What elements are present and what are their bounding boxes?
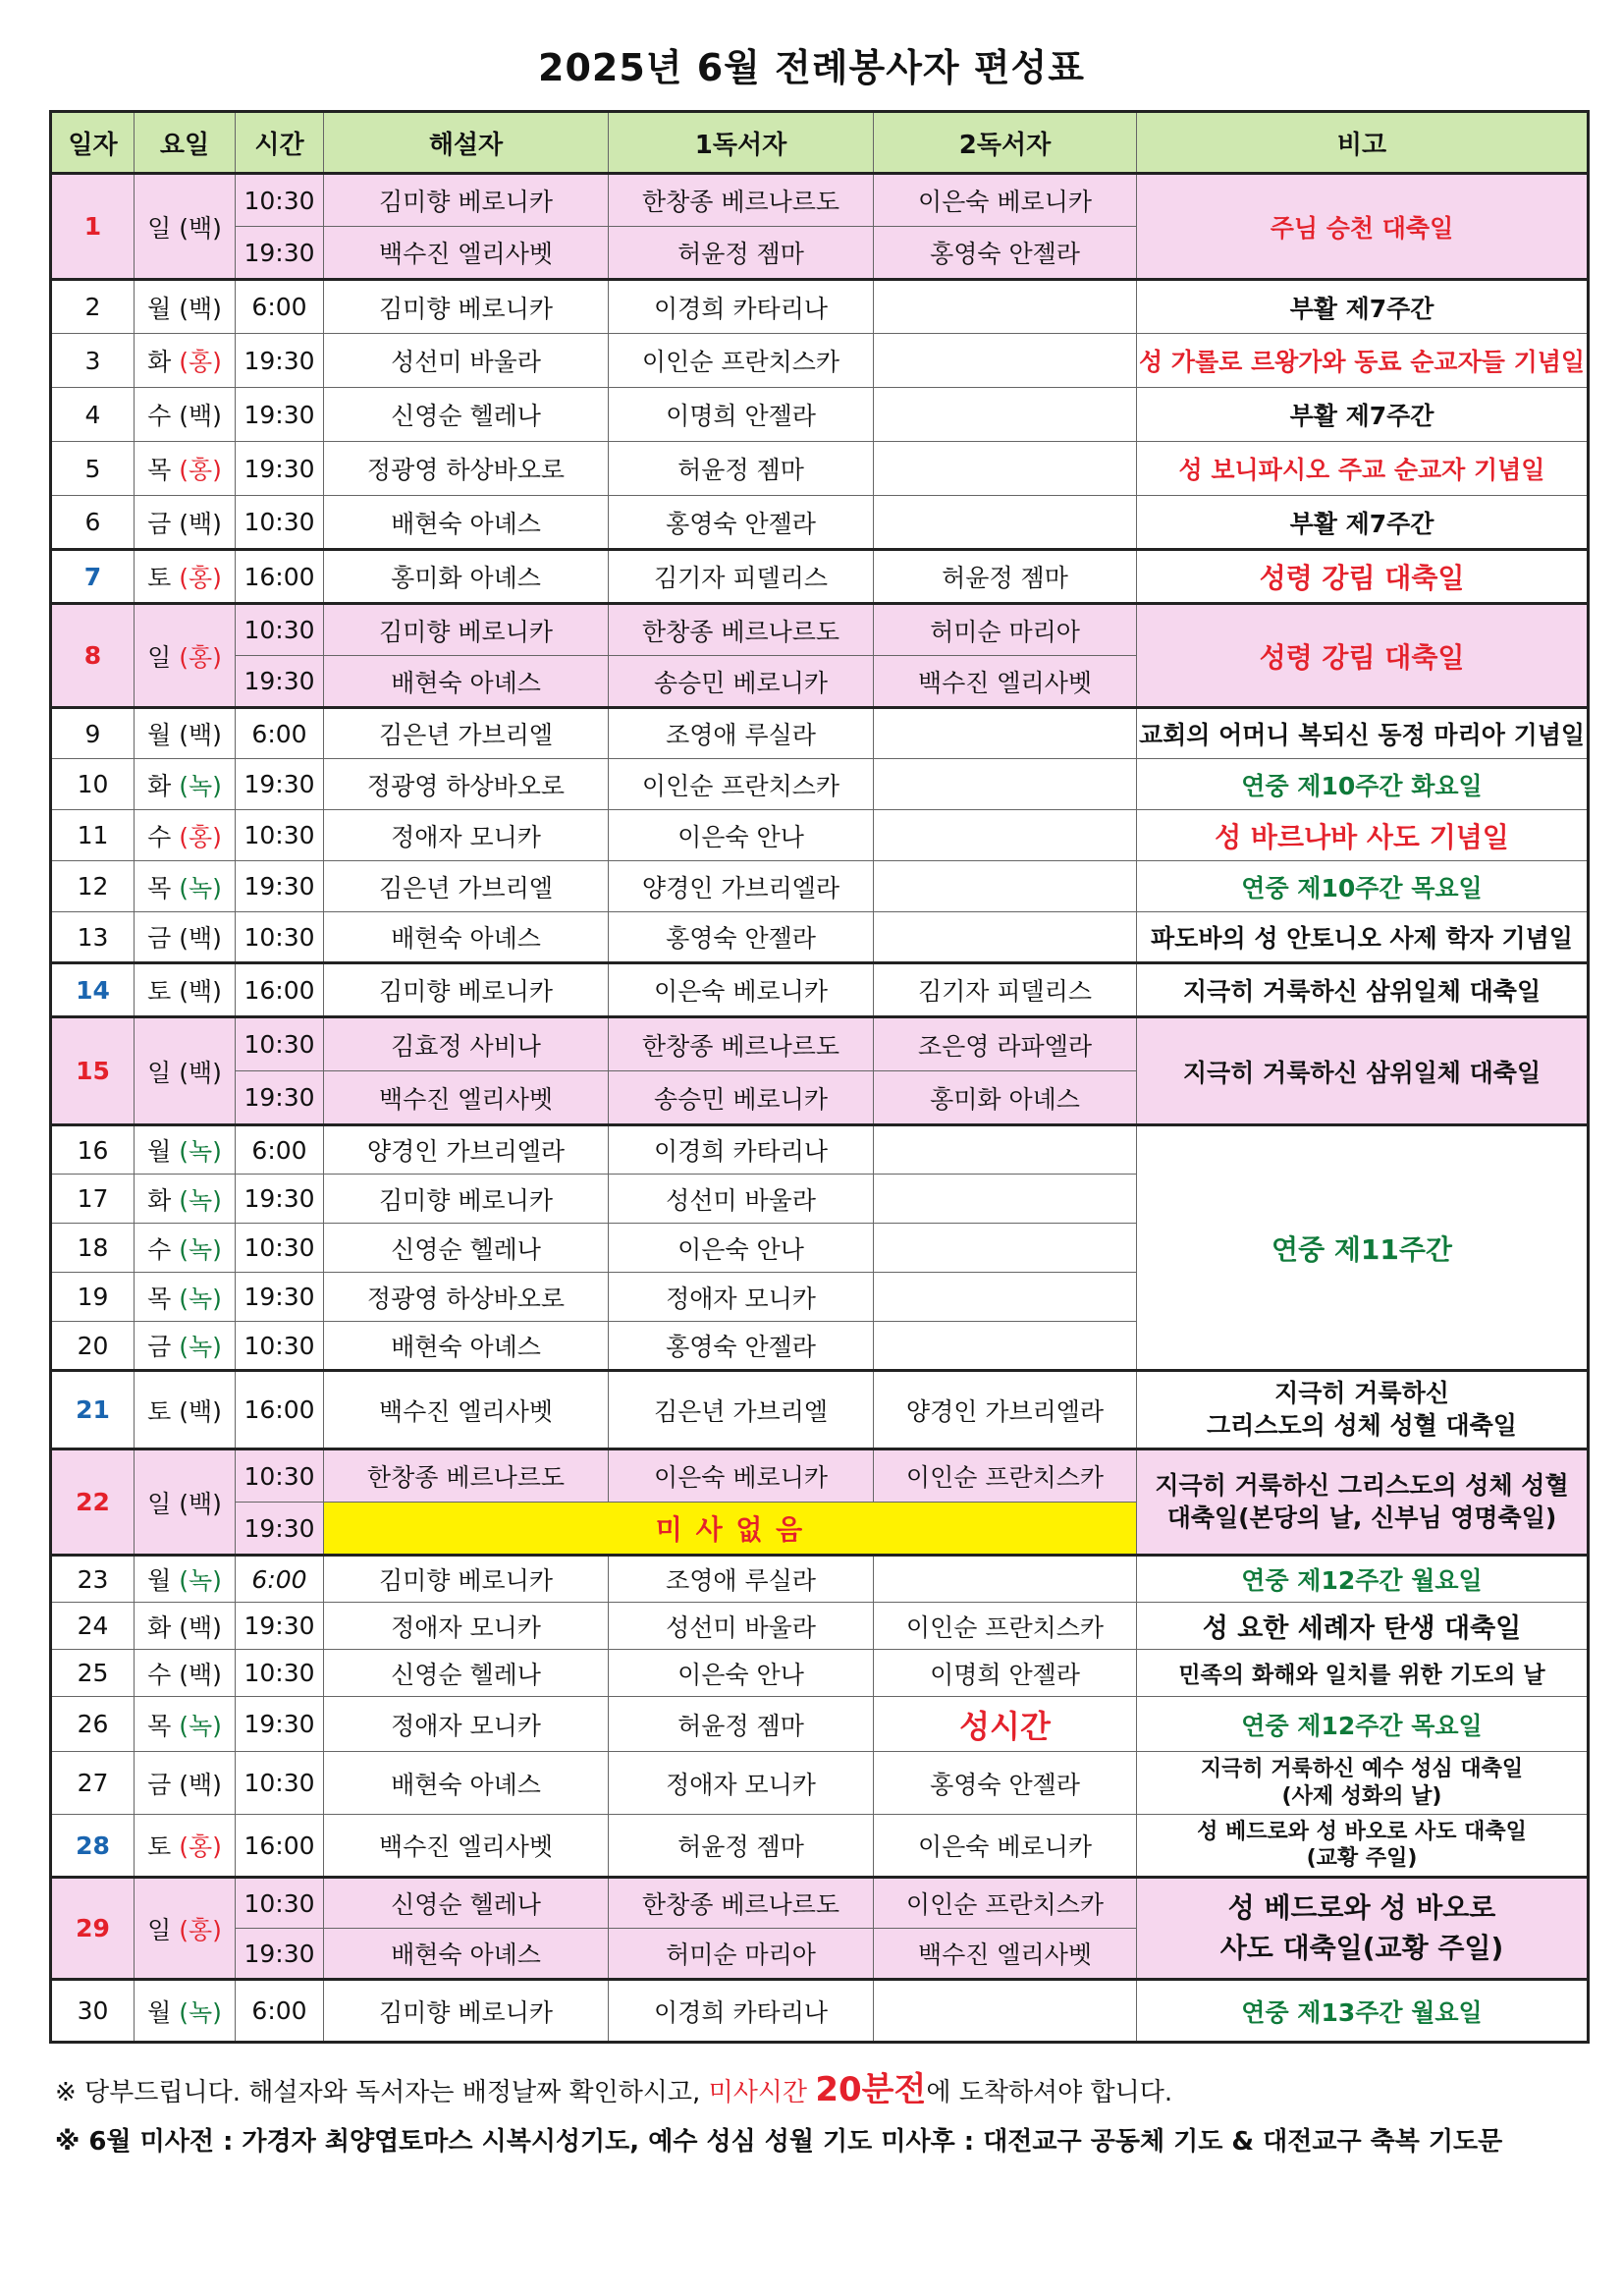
reader2-cell [874,1125,1137,1175]
reader2-cell: 허미순 마리아 [874,604,1137,656]
reader2-cell [874,1224,1137,1273]
header-date: 일자 [51,112,135,174]
table-row [51,388,1589,442]
reader1-cell: 이명희 안젤라 [609,388,874,442]
reader1-cell: 홍영숙 안젤라 [609,1322,874,1371]
date-cell: 26 [51,1697,135,1752]
time-cell: 6:00 [236,1556,324,1603]
reader1-cell: 조영애 루실라 [609,708,874,759]
reader2-cell: 홍미화 아녜스 [874,1071,1137,1125]
weekday-cell: 수 (녹) [135,1224,236,1273]
time-cell: 16:00 [236,1371,324,1449]
weekday-cell: 월 (녹) [135,1980,236,2043]
note-cell: 연중 제11주간 [1137,1125,1589,1371]
commentator-cell: 신영순 헬레나 [324,388,609,442]
reader1-cell: 정애자 모니카 [609,1752,874,1815]
commentator-cell: 정광영 하상바오로 [324,442,609,496]
time-cell: 10:30 [236,1017,324,1071]
commentator-cell: 김미향 베로니카 [324,1556,609,1603]
date-cell: 13 [51,912,135,963]
reader1-cell: 허미순 마리아 [609,1929,874,1980]
note-cell: 지극히 거룩하신 예수 성심 대축일 (사제 성화의 날) [1137,1752,1589,1815]
commentator-cell: 김미향 베로니카 [324,604,609,656]
date-cell: 28 [51,1815,135,1878]
reader2-cell [874,759,1137,810]
reader2-cell [874,708,1137,759]
commentator-cell: 김은년 가브리엘 [324,708,609,759]
reader1-cell: 김은년 가브리엘 [609,1371,874,1449]
table-row [51,442,1589,496]
reader2-cell: 이명희 안젤라 [874,1650,1137,1697]
date-cell: 1 [51,174,135,280]
commentator-cell: 김미향 베로니카 [324,174,609,227]
commentator-cell: 김미향 베로니카 [324,963,609,1017]
commentator-cell: 정광영 하상바오로 [324,759,609,810]
commentator-cell: 양경인 가브리엘라 [324,1125,609,1175]
reader2-cell [874,280,1137,334]
reader2-cell [874,1980,1137,2043]
reader2-cell [874,1175,1137,1224]
table-row [51,550,1589,604]
commentator-cell: 백수진 엘리사벳 [324,1371,609,1449]
date-cell: 6 [51,496,135,550]
reader2-cell: 이인순 프란치스카 [874,1449,1137,1503]
reader1-cell: 이경희 카타리나 [609,1125,874,1175]
weekday-cell: 목 (홍) [135,442,236,496]
note-cell: 성령 강림 대축일 [1137,604,1589,708]
weekday-cell: 월 (백) [135,280,236,334]
time-cell: 10:30 [236,1878,324,1929]
note-cell: 성 가롤로 르왕가와 동료 순교자들 기념일 [1137,334,1589,388]
note-cell: 성 바르나바 사도 기념일 [1137,810,1589,861]
note-cell: 성 요한 세례자 탄생 대축일 [1137,1603,1589,1650]
time-cell: 10:30 [236,604,324,656]
table-row [51,1697,1589,1752]
time-cell: 19:30 [236,1697,324,1752]
reader2-cell: 홍영숙 안젤라 [874,1752,1137,1815]
reader1-cell: 이은숙 안나 [609,810,874,861]
commentator-cell: 한창종 베르나르도 [324,1449,609,1503]
reader1-cell: 이경희 카타리나 [609,1980,874,2043]
table-row [51,861,1589,912]
reader2-cell [874,1322,1137,1371]
time-cell: 19:30 [236,1071,324,1125]
date-cell: 27 [51,1752,135,1815]
table-row [51,759,1589,810]
weekday-cell: 월 (백) [135,708,236,759]
time-cell: 10:30 [236,1650,324,1697]
table-row [51,334,1589,388]
commentator-cell: 정애자 모니카 [324,1603,609,1650]
reader2-cell: 홍영숙 안젤라 [874,227,1137,280]
weekday-cell: 목 (녹) [135,1273,236,1322]
weekday-cell: 목 (녹) [135,1697,236,1752]
schedule-table [49,110,1590,2044]
note-cell: 부활 제7주간 [1137,496,1589,550]
note-cell: 파도바의 성 안토니오 사제 학자 기념일 [1137,912,1589,963]
weekday-cell: 수 (백) [135,1650,236,1697]
note-cell: 부활 제7주간 [1137,388,1589,442]
reader2-cell: 조은영 라파엘라 [874,1017,1137,1071]
time-cell: 16:00 [236,550,324,604]
commentator-cell: 김효정 사비나 [324,1017,609,1071]
commentator-cell: 배현숙 아녜스 [324,912,609,963]
reader1-cell: 한창종 베르나르도 [609,1878,874,1929]
weekday-cell: 일 (홍) [135,604,236,708]
reader1-cell: 이경희 카타리나 [609,280,874,334]
header-time: 시간 [236,112,324,174]
weekday-cell: 화 (백) [135,1603,236,1650]
reader2-cell [874,334,1137,388]
table-row [51,604,1589,656]
note-cell: 연중 제13주간 월요일 [1137,1980,1589,2043]
commentator-cell: 신영순 헬레나 [324,1878,609,1929]
reader1-cell: 이은숙 베로니카 [609,963,874,1017]
reader2-cell [874,388,1137,442]
reader1-cell: 성선미 바울라 [609,1603,874,1650]
reader2-cell [874,810,1137,861]
commentator-cell: 배현숙 아녜스 [324,1929,609,1980]
table-row [51,1980,1589,2043]
table-row [51,1752,1589,1815]
reader2-cell: 이인순 프란치스카 [874,1878,1137,1929]
weekday-cell: 월 (녹) [135,1125,236,1175]
note-cell: 지극히 거룩하신 그리스도의 성체 성혈 대축일(본당의 날, 신부님 영명축일) [1137,1449,1589,1556]
weekday-cell: 토 (백) [135,963,236,1017]
time-cell: 10:30 [236,1752,324,1815]
time-cell: 19:30 [236,759,324,810]
time-cell: 10:30 [236,174,324,227]
table-row [51,963,1589,1017]
no-mass-banner: 미 사 없 음 [324,1503,1137,1556]
commentator-cell: 성선미 바울라 [324,334,609,388]
commentator-cell: 신영순 헬레나 [324,1650,609,1697]
reader1-cell: 이은숙 안나 [609,1650,874,1697]
note-cell: 성 베드로와 성 바오로 사도 대축일(교황 주일) [1137,1878,1589,1980]
weekday-cell: 화 (녹) [135,1175,236,1224]
date-cell: 16 [51,1125,135,1175]
note-cell: 연중 제12주간 월요일 [1137,1556,1589,1603]
time-cell: 10:30 [236,1224,324,1273]
reader2-cell: 김기자 피델리스 [874,963,1137,1017]
header-weekday: 요일 [135,112,236,174]
table-row [51,496,1589,550]
weekday-cell: 일 (백) [135,174,236,280]
weekday-cell: 토 (백) [135,1371,236,1449]
note-cell: 지극히 거룩하신 삼위일체 대축일 [1137,1017,1589,1125]
weekday-cell: 금 (백) [135,1752,236,1815]
table-row [51,1603,1589,1650]
date-cell: 29 [51,1878,135,1980]
reader1-cell: 이인순 프란치스카 [609,759,874,810]
time-cell: 19:30 [236,861,324,912]
footer-note-arrival: ※ 당부드립니다. 해설자와 독서자는 배정날짜 확인하시고, 미사시간 20분전에 도착하셔야 합니다. [55,2070,1173,2109]
note-cell: 지극히 거룩하신 그리스도의 성체 성혈 대축일 [1137,1371,1589,1449]
time-cell: 10:30 [236,912,324,963]
commentator-cell: 백수진 엘리사벳 [324,227,609,280]
commentator-cell: 김은년 가브리엘 [324,861,609,912]
note-cell: 연중 제10주간 목요일 [1137,861,1589,912]
reader1-cell: 한창종 베르나르도 [609,174,874,227]
date-cell: 9 [51,708,135,759]
reader1-cell: 홍영숙 안젤라 [609,912,874,963]
commentator-cell: 김미향 베로니카 [324,1175,609,1224]
reader2-cell: 이은숙 베로니카 [874,174,1137,227]
commentator-cell: 배현숙 아녜스 [324,656,609,708]
commentator-cell: 홍미화 아녜스 [324,550,609,604]
reader1-cell: 송승민 베로니카 [609,656,874,708]
time-cell: 19:30 [236,1175,324,1224]
weekday-cell: 수 (홍) [135,810,236,861]
date-cell: 30 [51,1980,135,2043]
time-cell: 19:30 [236,1929,324,1980]
time-cell: 19:30 [236,334,324,388]
date-cell: 3 [51,334,135,388]
reader1-cell: 김기자 피델리스 [609,550,874,604]
time-cell: 19:30 [236,1273,324,1322]
note-cell: 민족의 화해와 일치를 위한 기도의 날 [1137,1650,1589,1697]
note-cell: 성 보니파시오 주교 순교자 기념일 [1137,442,1589,496]
reader2-cell: 이인순 프란치스카 [874,1603,1137,1650]
weekday-cell: 월 (녹) [135,1556,236,1603]
date-cell: 4 [51,388,135,442]
time-cell: 16:00 [236,1815,324,1878]
table-row [51,708,1589,759]
weekday-cell: 금 (백) [135,912,236,963]
weekday-cell: 목 (녹) [135,861,236,912]
reader1-cell: 정애자 모니카 [609,1273,874,1322]
date-cell: 22 [51,1449,135,1556]
date-cell: 17 [51,1175,135,1224]
weekday-cell: 화 (녹) [135,759,236,810]
commentator-cell: 정광영 하상바오로 [324,1273,609,1322]
reader1-cell: 한창종 베르나르도 [609,604,874,656]
date-cell: 15 [51,1017,135,1125]
table-row [51,810,1589,861]
commentator-cell: 정애자 모니카 [324,810,609,861]
header-commentator: 해설자 [324,112,609,174]
table-row [51,912,1589,963]
reader1-cell: 허윤정 젬마 [609,227,874,280]
weekday-cell: 금 (백) [135,496,236,550]
table-row [51,1125,1589,1175]
reader1-cell: 허윤정 젬마 [609,442,874,496]
commentator-cell: 배현숙 아녜스 [324,1752,609,1815]
time-cell: 19:30 [236,442,324,496]
table-row [51,1017,1589,1071]
date-cell: 25 [51,1650,135,1697]
reader1-cell: 홍영숙 안젤라 [609,496,874,550]
commentator-cell: 신영순 헬레나 [324,1224,609,1273]
time-cell: 6:00 [236,1980,324,2043]
note-cell: 연중 제10주간 화요일 [1137,759,1589,810]
table-row [51,280,1589,334]
page-title: 2025년 6월 전례봉사자 편성표 [538,46,1085,89]
time-cell: 19:30 [236,656,324,708]
header-reader1: 1독서자 [609,112,874,174]
time-cell: 6:00 [236,708,324,759]
weekday-cell: 일 (백) [135,1017,236,1125]
weekday-cell: 토 (홍) [135,1815,236,1878]
reader2-cell: 백수진 엘리사벳 [874,1929,1137,1980]
table-row [51,1815,1589,1878]
time-cell: 10:30 [236,1322,324,1371]
table-row [51,1878,1589,1929]
weekday-cell: 일 (홍) [135,1878,236,1980]
holy-hour-label: 성시간 [874,1697,1137,1752]
time-cell: 10:30 [236,1449,324,1503]
reader1-cell: 송승민 베로니카 [609,1071,874,1125]
note-cell: 지극히 거룩하신 삼위일체 대축일 [1137,963,1589,1017]
date-cell: 5 [51,442,135,496]
reader1-cell: 성선미 바울라 [609,1175,874,1224]
note-cell: 교회의 어머니 복되신 동정 마리아 기념일 [1137,708,1589,759]
date-cell: 8 [51,604,135,708]
date-cell: 14 [51,963,135,1017]
date-cell: 7 [51,550,135,604]
date-cell: 24 [51,1603,135,1650]
time-cell: 6:00 [236,1125,324,1175]
time-cell: 16:00 [236,963,324,1017]
commentator-cell: 김미향 베로니카 [324,280,609,334]
date-cell: 12 [51,861,135,912]
note-cell: 성령 강림 대축일 [1137,550,1589,604]
date-cell: 23 [51,1556,135,1603]
table-row [51,1650,1589,1697]
reader2-cell [874,1556,1137,1603]
header-note: 비고 [1137,112,1589,174]
reader2-cell [874,1273,1137,1322]
weekday-cell: 화 (홍) [135,334,236,388]
commentator-cell: 김미향 베로니카 [324,1980,609,2043]
date-cell: 18 [51,1224,135,1273]
date-cell: 19 [51,1273,135,1322]
weekday-cell: 금 (녹) [135,1322,236,1371]
time-cell: 10:30 [236,810,324,861]
reader2-cell: 이은숙 베로니카 [874,1815,1137,1878]
time-cell: 19:30 [236,388,324,442]
header-reader2: 2독서자 [874,112,1137,174]
commentator-cell: 정애자 모니카 [324,1697,609,1752]
table-row [51,1556,1589,1603]
commentator-cell: 배현숙 아녜스 [324,496,609,550]
reader2-cell: 양경인 가브리엘라 [874,1371,1137,1449]
date-cell: 21 [51,1371,135,1449]
reader1-cell: 양경인 가브리엘라 [609,861,874,912]
reader2-cell: 백수진 엘리사벳 [874,656,1137,708]
footer-note-prayers: ※ 6월 미사전 : 가경자 최양엽토마스 시복시성기도, 예수 성심 성월 기도 미사후 : 대전교구 공동체 기도 & 대전교구 축복 기도문 [55,2127,1503,2157]
commentator-cell: 백수진 엘리사벳 [324,1071,609,1125]
note-cell: 부활 제7주간 [1137,280,1589,334]
reader1-cell: 허윤정 젬마 [609,1815,874,1878]
time-cell: 6:00 [236,280,324,334]
note-cell: 주님 승천 대축일 [1137,174,1589,280]
note-cell: 연중 제12주간 목요일 [1137,1697,1589,1752]
date-cell: 2 [51,280,135,334]
reader2-cell: 허윤정 젬마 [874,550,1137,604]
weekday-cell: 일 (백) [135,1449,236,1556]
reader1-cell: 조영애 루실라 [609,1556,874,1603]
time-cell: 19:30 [236,227,324,280]
reader1-cell: 이인순 프란치스카 [609,334,874,388]
table-row [51,174,1589,227]
reader2-cell [874,912,1137,963]
time-cell: 19:30 [236,1503,324,1556]
reader2-cell [874,442,1137,496]
commentator-cell: 배현숙 아녜스 [324,1322,609,1371]
time-cell: 19:30 [236,1603,324,1650]
note-cell: 성 베드로와 성 바오로 사도 대축일 (교황 주일) [1137,1815,1589,1878]
date-cell: 20 [51,1322,135,1371]
reader1-cell: 허윤정 젬마 [609,1697,874,1752]
reader1-cell: 이은숙 안나 [609,1224,874,1273]
date-cell: 10 [51,759,135,810]
reader2-cell [874,496,1137,550]
table-row [51,1449,1589,1503]
reader1-cell: 이은숙 베로니카 [609,1449,874,1503]
weekday-cell: 수 (백) [135,388,236,442]
header-row [51,112,1589,174]
reader2-cell [874,861,1137,912]
weekday-cell: 토 (홍) [135,550,236,604]
table-row [51,1371,1589,1449]
reader1-cell: 한창종 베르나르도 [609,1017,874,1071]
time-cell: 10:30 [236,496,324,550]
commentator-cell: 백수진 엘리사벳 [324,1815,609,1878]
date-cell: 11 [51,810,135,861]
